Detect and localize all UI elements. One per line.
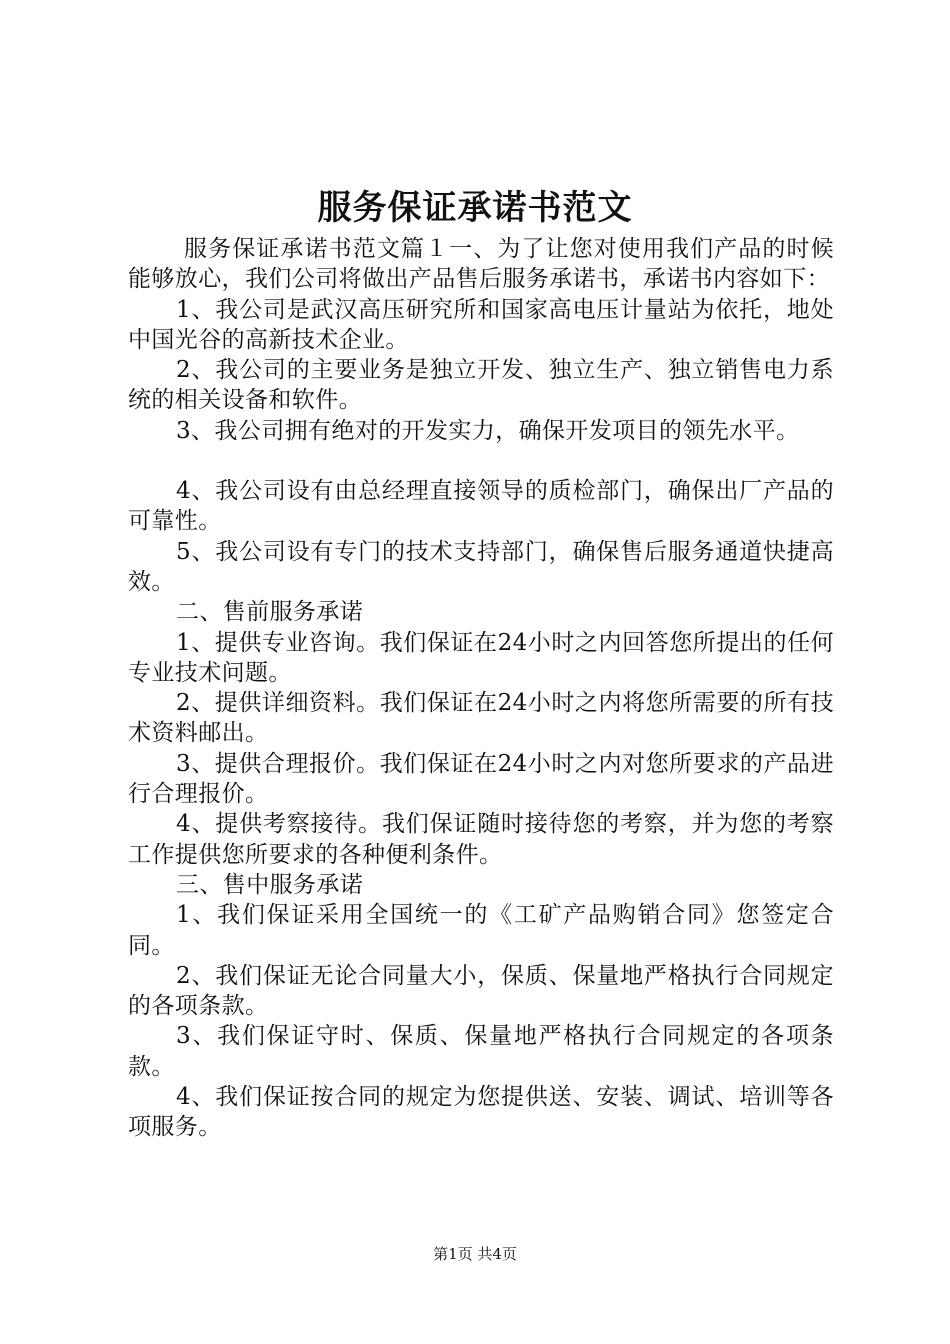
paragraph-presale-2: 2、提供详细资料。我们保证在24小时之内将您所需要的所有技术资料邮出。	[128, 690, 834, 747]
section-heading-insale: 三、售中服务承诺	[176, 871, 364, 898]
intro-paragraph: 服务保证承诺书范文篇１一、为了让您对使用我们产品的时候能够放心，我们公司将做出产品售后服务承诺书，承诺书内容如下：	[128, 236, 834, 293]
paragraph-insale-3: 3、我们保证守时、保质、保量地严格执行合同规定的各项条款。	[128, 1023, 834, 1080]
paragraph-insale-1: 1、我们保证采用全国统一的《工矿产品购销合同》您签定合同。	[128, 902, 834, 959]
paragraph-company-3: 3、我公司拥有绝对的开发实力，确保开发项目的领先水平。	[176, 417, 800, 444]
paragraph-company-1: 1、我公司是武汉高压研究所和国家高电压计量站为依托，地处中国光谷的高新技术企业。	[128, 296, 834, 353]
section-heading-presale: 二、售前服务承诺	[176, 599, 364, 626]
paragraph-company-2: 2、我公司的主要业务是独立开发、独立生产、独立销售电力系统的相关设备和软件。	[128, 357, 834, 414]
paragraph-insale-4: 4、我们保证按合同的规定为您提供送、安装、调试、培训等各项服务。	[128, 1084, 834, 1141]
document-title: 服务保证承诺书范文	[317, 188, 633, 228]
document-body	[128, 234, 834, 1143]
paragraph-insale-2: 2、我们保证无论合同量大小，保质、保量地严格执行合同规定的各项条款。	[128, 962, 834, 1020]
paragraph-company-5: 5、我公司设有专门的技术支持部门，确保售后服务通道快捷高效。	[128, 538, 834, 595]
paragraph-presale-1: 1、提供专业咨询。我们保证在24小时之内回答您所提出的任何专业技术问题。	[128, 629, 834, 686]
page-footer: 第1页 共4页	[433, 1245, 517, 1263]
paragraph-company-4: 4、我公司设有由总经理直接领导的质检部门，确保出厂产品的可靠性。	[128, 478, 834, 535]
paragraph-presale-3: 3、提供合理报价。我们保证在24小时之内对您所要求的产品进行合理报价。	[128, 750, 834, 808]
paragraph-presale-4: 4、提供考察接待。我们保证随时接待您的考察，并为您的考察工作提供您所要求的各种便利条件。	[128, 811, 834, 868]
